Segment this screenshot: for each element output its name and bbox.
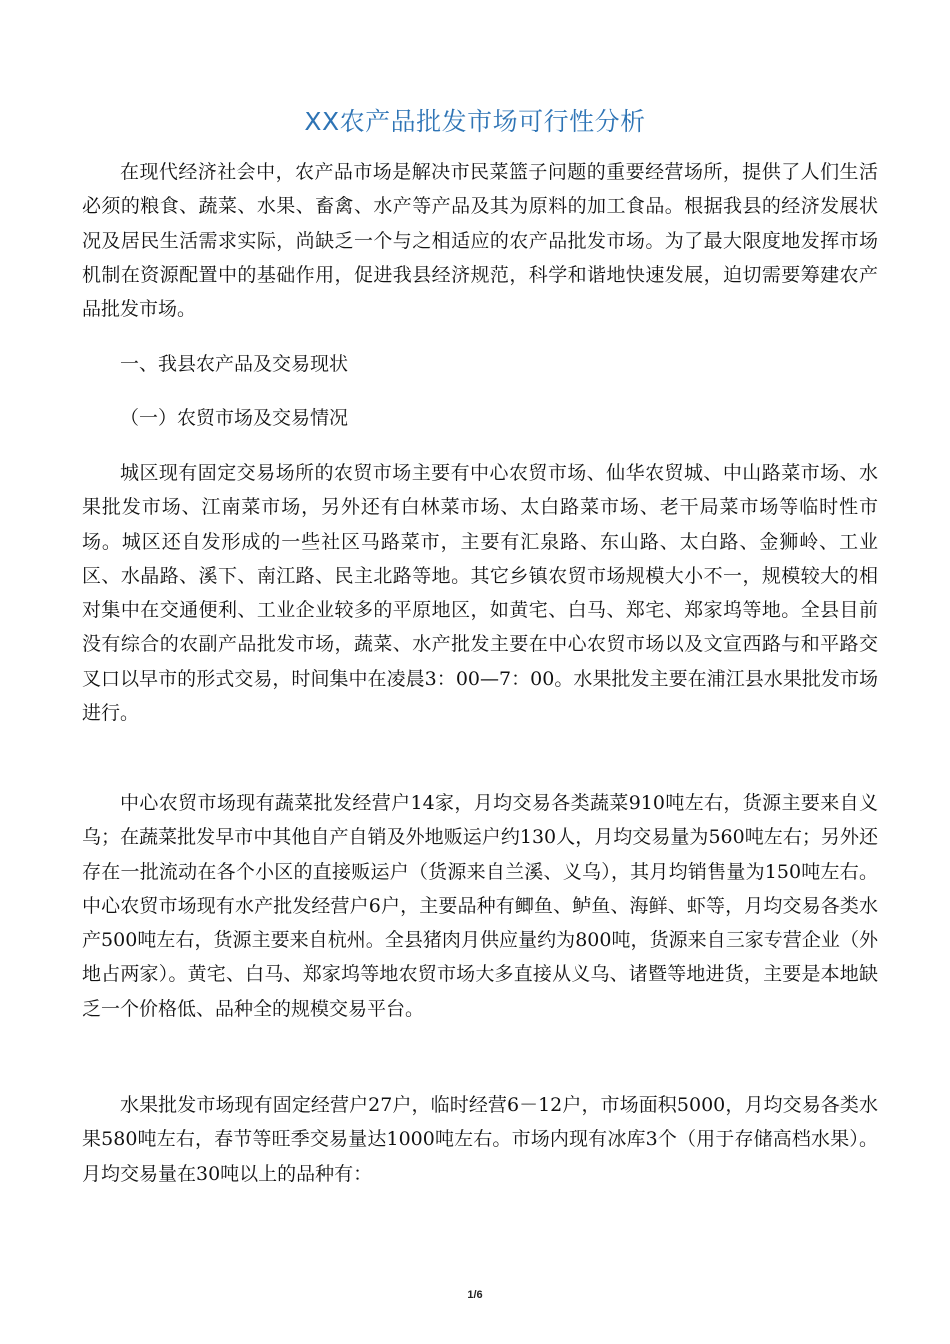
paragraph-markets: 城区现有固定交易场所的农贸市场主要有中心农贸市场、仙华农贸城、中山路菜市场、水果批发市场、江南菜市场，另外还有白林菜市场、太白路菜市场、老干局菜市场等临时性市场。城区还自发形成的一些社区马路菜市，主要有汇泉路、东山路、太白路、金狮岭、工业区、水晶路、溪下、南江路、民主北路等地。其它乡镇农贸市场规模大小不一，规模较大的相对集中在交通便利、工业企业较多的平原地区，如黄宅、白马、郑宅、郑家坞等地。全县目前没有综合的农副产品批发市场，蔬菜、水产批发主要在中心农贸市场以及文宣西路与和平路交叉口以早市的形式交易，时间集中在凌晨3：00—7：00。水果批发主要在浦江县水果批发市场进行。 bbox=[82, 462, 878, 725]
paragraph-central-market: 中心农贸市场现有蔬菜批发经营户14家，月均交易各类蔬菜910吨左右，货源主要来自义乌；在蔬菜批发早市中其他自产自销及外地贩运户约130人，月均交易量为560吨左右；另外还存在一批流动在各个小区的直接贩运户（货源来自兰溪、义乌），其月均销售量为150吨左右。中心农贸市场现有水产批发经营户6户，主要品种有鲫鱼、鲈鱼、海鲜、虾等，月均交易各类水产500吨左右，货源主要来自杭州。全县猪肉月供应量约为800吨，货源来自三家专营企业（外地占两家）。黄宅、白马、郑家坞等地农贸市场大多直接从义乌、诸暨等地进货，主要是本地缺乏一个价格低、品种全的规模交易平台。 bbox=[82, 792, 878, 1020]
section-heading-1: 一、我县农产品及交易现状 bbox=[120, 353, 349, 375]
page-number: 1/6 bbox=[467, 1289, 483, 1301]
paragraph-intro: 在现代经济社会中，农产品市场是解决市民菜篮子问题的重要经营场所，提供了人们生活必须的粮食、蔬菜、水果、畜禽、水产等产品及其为原料的加工食品。根据我县的经济发展状况及居民生活需求实际，尚缺乏一个与之相适应的农产品批发市场。为了最大限度地发挥市场机制在资源配置中的基础作用，促进我县经济规范，科学和谐地快速发展，迫切需要筹建农产品批发市场。 bbox=[82, 161, 878, 321]
paragraph-fruit-market: 水果批发市场现有固定经营户27户，临时经营6－12户，市场面积5000，月均交易各类水果580吨左右，春节等旺季交易量达1000吨左右。市场内现有冰库3个（用于存储高档水果）。月均交易量在30吨以上的品种有： bbox=[82, 1094, 878, 1185]
document-title: XX农产品批发市场可行性分析 bbox=[304, 107, 646, 136]
subsection-heading-1: （一）农贸市场及交易情况 bbox=[120, 407, 349, 429]
